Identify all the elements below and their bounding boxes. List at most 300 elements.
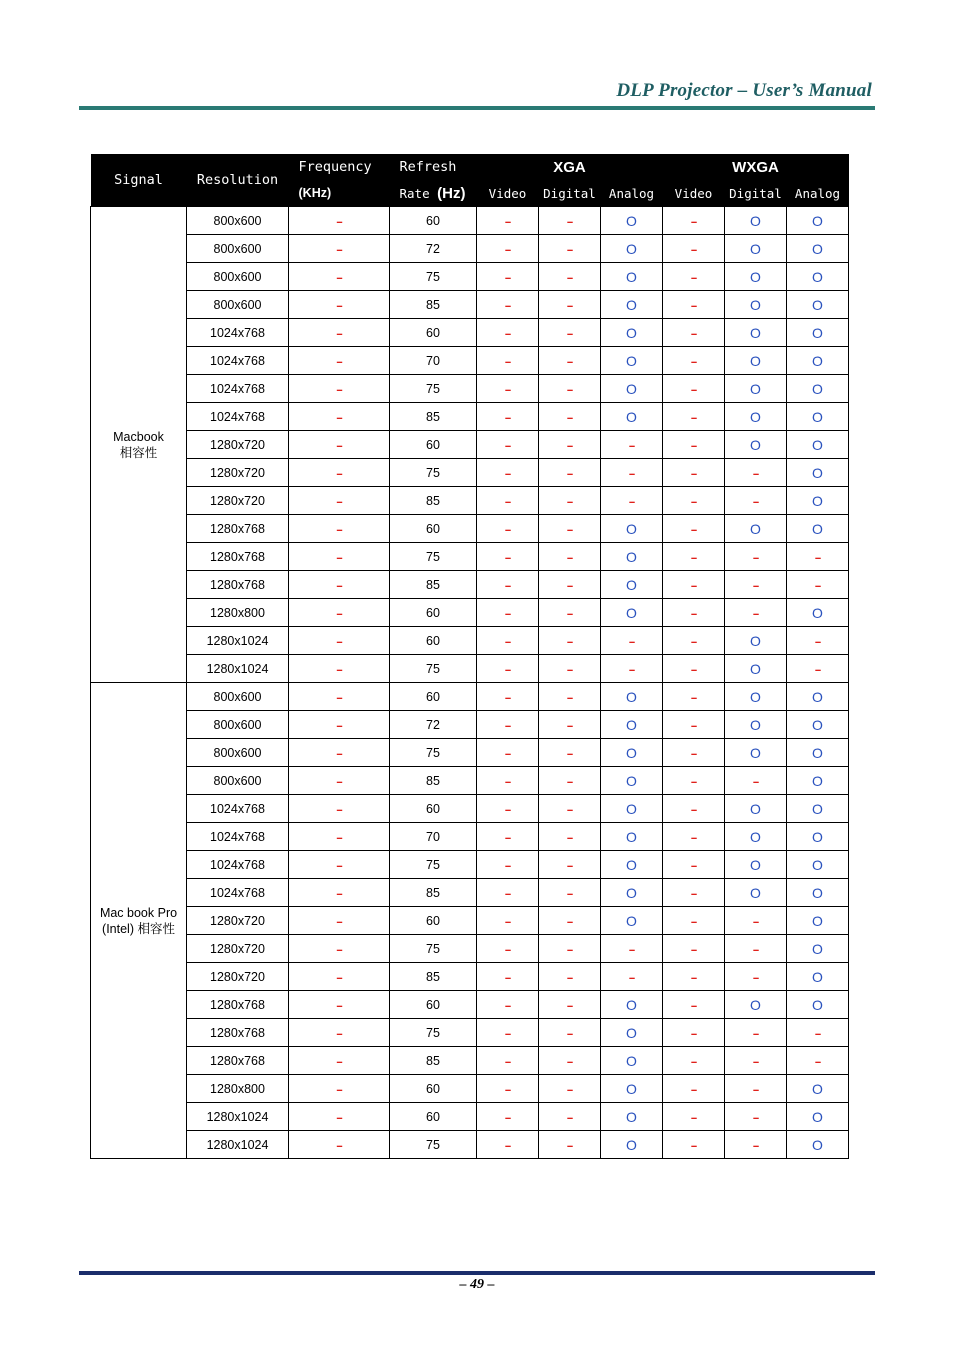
refresh-rate-value: 60: [426, 801, 440, 816]
frequency-cell: [289, 1019, 390, 1047]
resolution-value: 800x600: [213, 213, 262, 228]
header-xga-analog: Analog: [601, 180, 663, 207]
unsupported-mark: --: [504, 691, 511, 704]
supported-mark: O: [626, 1024, 637, 1041]
wxga-video-cell: [663, 347, 725, 375]
unsupported-mark: --: [336, 943, 342, 956]
unsupported-mark: --: [336, 355, 342, 368]
xga-analog-cell: [601, 347, 663, 375]
unsupported-mark: --: [566, 383, 573, 396]
resolution-value: 1024x768: [210, 801, 265, 816]
wxga-digital-cell: [725, 627, 787, 655]
frequency-cell: [289, 1075, 390, 1103]
unsupported-mark: --: [336, 915, 342, 928]
frequency-cell: [289, 907, 390, 935]
xga-video-cell: [477, 739, 539, 767]
refresh-rate-cell: [390, 291, 477, 319]
unsupported-mark: --: [504, 299, 511, 312]
frequency-cell: [289, 739, 390, 767]
resolution-cell: [187, 1075, 289, 1103]
xga-video-cell: [477, 1019, 539, 1047]
wxga-digital-cell: [725, 1019, 787, 1047]
unsupported-mark: --: [566, 831, 573, 844]
xga-digital-cell: [539, 1131, 601, 1159]
refresh-rate-value: 75: [426, 941, 440, 956]
unsupported-mark: --: [690, 299, 697, 312]
table-row: [91, 487, 849, 515]
unsupported-mark: --: [566, 551, 573, 564]
unsupported-mark: --: [752, 775, 759, 788]
unsupported-mark: --: [690, 523, 697, 536]
signal-label-line: Macbook: [113, 429, 164, 444]
unsupported-mark: --: [336, 663, 342, 676]
supported-mark: O: [626, 1080, 637, 1097]
wxga-digital-cell: [725, 571, 787, 599]
unsupported-mark: --: [690, 411, 697, 424]
table-row: [91, 963, 849, 991]
supported-mark: O: [626, 380, 637, 397]
wxga-video-cell: [663, 515, 725, 543]
xga-digital-cell: [539, 403, 601, 431]
wxga-digital-cell: [725, 599, 787, 627]
xga-video-cell: [477, 459, 539, 487]
unsupported-mark: --: [566, 579, 573, 592]
unsupported-mark: --: [336, 383, 342, 396]
table-row: [91, 1047, 849, 1075]
refresh-rate-value: 72: [426, 717, 440, 732]
supported-mark: O: [750, 436, 761, 453]
xga-analog-cell: [601, 991, 663, 1019]
unsupported-mark: --: [690, 831, 697, 844]
frequency-cell: [289, 711, 390, 739]
wxga-video-cell: [663, 739, 725, 767]
xga-digital-cell: [539, 963, 601, 991]
wxga-digital-cell: [725, 767, 787, 795]
frequency-cell: [289, 1047, 390, 1075]
unsupported-mark: --: [752, 1083, 759, 1096]
frequency-cell: [289, 543, 390, 571]
unsupported-mark: --: [814, 663, 821, 676]
wxga-digital-cell: [725, 907, 787, 935]
frequency-cell: [289, 963, 390, 991]
unsupported-mark: --: [566, 1055, 573, 1068]
refresh-rate-cell: [390, 1019, 477, 1047]
supported-mark: O: [750, 632, 761, 649]
xga-video-cell: [477, 627, 539, 655]
supported-mark: O: [626, 884, 637, 901]
wxga-digital-cell: [725, 1075, 787, 1103]
refresh-rate-value: 75: [426, 745, 440, 760]
xga-video-cell: [477, 1103, 539, 1131]
xga-analog-cell: [601, 767, 663, 795]
header-refresh: Refresh: [390, 154, 477, 180]
refresh-rate-cell: [390, 935, 477, 963]
supported-mark: O: [750, 324, 761, 341]
wxga-video-cell: [663, 319, 725, 347]
unsupported-mark: --: [566, 999, 573, 1012]
refresh-rate-value: 85: [426, 969, 440, 984]
resolution-cell: [187, 487, 289, 515]
unsupported-mark: --: [566, 1083, 573, 1096]
wxga-video-cell: [663, 935, 725, 963]
refresh-rate-value: 60: [426, 997, 440, 1012]
refresh-rate-value: 85: [426, 1053, 440, 1068]
refresh-rate-cell: [390, 599, 477, 627]
unsupported-mark: --: [504, 523, 511, 536]
xga-video-cell: [477, 683, 539, 711]
wxga-digital-cell: [725, 1131, 787, 1159]
refresh-rate-value: 60: [426, 1081, 440, 1096]
xga-digital-cell: [539, 207, 601, 235]
wxga-video-cell: [663, 627, 725, 655]
frequency-cell: [289, 795, 390, 823]
frequency-cell: [289, 767, 390, 795]
unsupported-mark: --: [690, 719, 697, 732]
refresh-rate-value: 85: [426, 577, 440, 592]
resolution-cell: [187, 655, 289, 683]
unsupported-mark: --: [628, 943, 635, 956]
wxga-video-cell: [663, 767, 725, 795]
supported-mark: O: [812, 856, 823, 873]
refresh-rate-cell: [390, 1047, 477, 1075]
unsupported-mark: --: [336, 467, 342, 480]
wxga-digital-cell: [725, 235, 787, 263]
unsupported-mark: --: [336, 607, 342, 620]
frequency-cell: [289, 319, 390, 347]
xga-analog-cell: [601, 711, 663, 739]
supported-mark: O: [750, 688, 761, 705]
unsupported-mark: --: [336, 523, 342, 536]
resolution-cell: [187, 739, 289, 767]
wxga-digital-cell: [725, 375, 787, 403]
wxga-analog-cell: [787, 291, 849, 319]
xga-analog-cell: [601, 207, 663, 235]
xga-digital-cell: [539, 291, 601, 319]
xga-video-cell: [477, 515, 539, 543]
wxga-digital-cell: [725, 543, 787, 571]
supported-mark: O: [750, 744, 761, 761]
unsupported-mark: --: [336, 271, 342, 284]
unsupported-mark: --: [504, 1111, 511, 1124]
header-frequency-unit: (KHz): [289, 180, 390, 207]
wxga-video-cell: [663, 1103, 725, 1131]
unsupported-mark: --: [566, 243, 573, 256]
unsupported-mark: --: [690, 747, 697, 760]
wxga-analog-cell: [787, 403, 849, 431]
xga-digital-cell: [539, 823, 601, 851]
unsupported-mark: --: [690, 971, 697, 984]
wxga-video-cell: [663, 431, 725, 459]
header-wxga: WXGA: [663, 154, 849, 180]
frequency-cell: [289, 235, 390, 263]
wxga-video-cell: [663, 543, 725, 571]
table-row: [91, 599, 849, 627]
xga-analog-cell: [601, 515, 663, 543]
header-refresh-rate: [390, 180, 477, 207]
resolution-value: 1280x720: [210, 465, 265, 480]
supported-mark: O: [626, 212, 637, 229]
header-wxga-digital: Digital: [725, 180, 787, 207]
refresh-rate-value: 75: [426, 465, 440, 480]
frequency-cell: [289, 375, 390, 403]
frequency-cell: [289, 1103, 390, 1131]
unsupported-mark: --: [504, 635, 511, 648]
unsupported-mark: --: [504, 495, 511, 508]
frequency-cell: [289, 207, 390, 235]
unsupported-mark: --: [336, 551, 342, 564]
xga-video-cell: [477, 599, 539, 627]
resolution-cell: [187, 543, 289, 571]
xga-digital-cell: [539, 1047, 601, 1075]
header-wxga-analog: Analog: [787, 180, 849, 207]
xga-digital-cell: [539, 879, 601, 907]
supported-mark: O: [750, 212, 761, 229]
xga-digital-cell: [539, 795, 601, 823]
unsupported-mark: --: [628, 971, 635, 984]
unsupported-mark: --: [504, 1027, 511, 1040]
xga-digital-cell: [539, 599, 601, 627]
unsupported-mark: --: [336, 1027, 342, 1040]
xga-analog-cell: [601, 599, 663, 627]
wxga-video-cell: [663, 263, 725, 291]
unsupported-mark: --: [690, 243, 697, 256]
xga-video-cell: [477, 207, 539, 235]
unsupported-mark: --: [504, 215, 511, 228]
unsupported-mark: --: [628, 635, 635, 648]
unsupported-mark: --: [690, 495, 697, 508]
unsupported-mark: --: [336, 411, 342, 424]
resolution-value: 1280x768: [210, 577, 265, 592]
unsupported-mark: --: [566, 663, 573, 676]
unsupported-mark: --: [752, 579, 759, 592]
xga-digital-cell: [539, 711, 601, 739]
footer-rule: [79, 1271, 875, 1275]
xga-video-cell: [477, 767, 539, 795]
xga-analog-cell: [601, 655, 663, 683]
refresh-rate-cell: [390, 851, 477, 879]
wxga-digital-cell: [725, 851, 787, 879]
resolution-value: 800x600: [213, 745, 262, 760]
resolution-value: 1280x720: [210, 913, 265, 928]
refresh-rate-cell: [390, 487, 477, 515]
supported-mark: O: [626, 1108, 637, 1125]
wxga-video-cell: [663, 711, 725, 739]
xga-digital-cell: [539, 347, 601, 375]
unsupported-mark: --: [566, 467, 573, 480]
resolution-value: 1280x720: [210, 437, 265, 452]
xga-video-cell: [477, 319, 539, 347]
unsupported-mark: --: [566, 299, 573, 312]
resolution-value: 1280x800: [210, 605, 265, 620]
unsupported-mark: --: [690, 635, 697, 648]
resolution-cell: [187, 431, 289, 459]
table-row: [91, 851, 849, 879]
resolution-value: 1280x1024: [206, 661, 269, 676]
unsupported-mark: --: [752, 1111, 759, 1124]
table-row: [91, 711, 849, 739]
wxga-video-cell: [663, 207, 725, 235]
xga-digital-cell: [539, 459, 601, 487]
refresh-rate-cell: [390, 907, 477, 935]
unsupported-mark: --: [566, 971, 573, 984]
unsupported-mark: --: [504, 943, 511, 956]
resolution-value: 1280x768: [210, 997, 265, 1012]
unsupported-mark: --: [336, 439, 342, 452]
xga-analog-cell: [601, 1103, 663, 1131]
xga-video-cell: [477, 991, 539, 1019]
unsupported-mark: --: [336, 803, 342, 816]
wxga-video-cell: [663, 655, 725, 683]
xga-analog-cell: [601, 403, 663, 431]
wxga-analog-cell: [787, 263, 849, 291]
table-row: [91, 739, 849, 767]
unsupported-mark: --: [566, 635, 573, 648]
wxga-analog-cell: [787, 879, 849, 907]
resolution-cell: [187, 1103, 289, 1131]
unsupported-mark: --: [336, 1111, 342, 1124]
header-wxga-video: Video: [663, 180, 725, 207]
unsupported-mark: --: [814, 1055, 821, 1068]
refresh-rate-cell: [390, 235, 477, 263]
supported-mark: O: [750, 660, 761, 677]
supported-mark: O: [812, 912, 823, 929]
unsupported-mark: --: [504, 579, 511, 592]
supported-mark: O: [812, 828, 823, 845]
signal-group-cell: [91, 683, 187, 1159]
page-header-title: DLP Projector – User’s Manual: [616, 80, 872, 101]
unsupported-mark: --: [752, 1055, 759, 1068]
wxga-digital-cell: [725, 963, 787, 991]
xga-digital-cell: [539, 655, 601, 683]
resolution-cell: [187, 963, 289, 991]
supported-mark: O: [626, 828, 637, 845]
unsupported-mark: --: [566, 803, 573, 816]
resolution-value: 1280x720: [210, 941, 265, 956]
unsupported-mark: --: [504, 607, 511, 620]
resolution-value: 1280x1024: [206, 1137, 269, 1152]
supported-mark: O: [626, 772, 637, 789]
supported-mark: O: [812, 716, 823, 733]
resolution-value: 1024x768: [210, 885, 265, 900]
refresh-rate-value: 60: [426, 913, 440, 928]
unsupported-mark: --: [690, 1027, 697, 1040]
supported-mark: O: [750, 800, 761, 817]
unsupported-mark: --: [628, 495, 635, 508]
unsupported-mark: --: [752, 1027, 759, 1040]
wxga-analog-cell: [787, 851, 849, 879]
table-row: [91, 347, 849, 375]
resolution-cell: [187, 1131, 289, 1159]
supported-mark: O: [626, 352, 637, 369]
unsupported-mark: --: [336, 299, 342, 312]
unsupported-mark: --: [504, 467, 511, 480]
xga-analog-cell: [601, 935, 663, 963]
wxga-digital-cell: [725, 991, 787, 1019]
resolution-value: 800x600: [213, 773, 262, 788]
frequency-cell: [289, 655, 390, 683]
supported-mark: O: [812, 352, 823, 369]
xga-analog-cell: [601, 1019, 663, 1047]
unsupported-mark: --: [690, 1111, 697, 1124]
refresh-rate-cell: [390, 963, 477, 991]
xga-analog-cell: [601, 1131, 663, 1159]
table-row: [91, 515, 849, 543]
wxga-digital-cell: [725, 459, 787, 487]
refresh-rate-cell: [390, 431, 477, 459]
unsupported-mark: --: [690, 943, 697, 956]
supported-mark: O: [812, 520, 823, 537]
xga-digital-cell: [539, 851, 601, 879]
resolution-cell: [187, 683, 289, 711]
resolution-cell: [187, 515, 289, 543]
supported-mark: O: [812, 296, 823, 313]
page-number: – 49 –: [459, 1277, 495, 1292]
supported-mark: O: [812, 800, 823, 817]
wxga-analog-cell: [787, 907, 849, 935]
supported-mark: O: [750, 884, 761, 901]
refresh-rate-cell: [390, 207, 477, 235]
xga-video-cell: [477, 375, 539, 403]
unsupported-mark: --: [690, 915, 697, 928]
xga-digital-cell: [539, 571, 601, 599]
frequency-cell: [289, 879, 390, 907]
resolution-value: 800x600: [213, 297, 262, 312]
refresh-rate-value: 85: [426, 297, 440, 312]
resolution-cell: [187, 403, 289, 431]
resolution-cell: [187, 767, 289, 795]
supported-mark: O: [626, 996, 637, 1013]
refresh-rate-value: 75: [426, 857, 440, 872]
supported-mark: O: [626, 296, 637, 313]
xga-analog-cell: [601, 907, 663, 935]
supported-mark: O: [626, 408, 637, 425]
table-row: [91, 571, 849, 599]
wxga-digital-cell: [725, 515, 787, 543]
supported-mark: O: [812, 212, 823, 229]
unsupported-mark: --: [752, 607, 759, 620]
resolution-cell: [187, 907, 289, 935]
refresh-rate-value: 60: [426, 689, 440, 704]
xga-analog-cell: [601, 739, 663, 767]
xga-analog-cell: [601, 375, 663, 403]
unsupported-mark: --: [690, 663, 697, 676]
wxga-digital-cell: [725, 319, 787, 347]
refresh-rate-cell: [390, 991, 477, 1019]
refresh-rate-value: 70: [426, 829, 440, 844]
unsupported-mark: --: [566, 495, 573, 508]
xga-analog-cell: [601, 1075, 663, 1103]
resolution-cell: [187, 1047, 289, 1075]
supported-mark: O: [750, 408, 761, 425]
wxga-digital-cell: [725, 655, 787, 683]
refresh-rate-value: 60: [426, 521, 440, 536]
refresh-rate-value: 60: [426, 437, 440, 452]
unsupported-mark: --: [566, 719, 573, 732]
wxga-analog-cell: [787, 1131, 849, 1159]
wxga-digital-cell: [725, 823, 787, 851]
unsupported-mark: --: [336, 495, 342, 508]
unsupported-mark: --: [814, 1027, 821, 1040]
unsupported-mark: --: [628, 439, 635, 452]
supported-mark: O: [812, 996, 823, 1013]
supported-mark: O: [812, 884, 823, 901]
xga-video-cell: [477, 1047, 539, 1075]
unsupported-mark: --: [566, 1027, 573, 1040]
xga-video-cell: [477, 851, 539, 879]
xga-analog-cell: [601, 627, 663, 655]
wxga-analog-cell: [787, 767, 849, 795]
supported-mark: O: [626, 744, 637, 761]
